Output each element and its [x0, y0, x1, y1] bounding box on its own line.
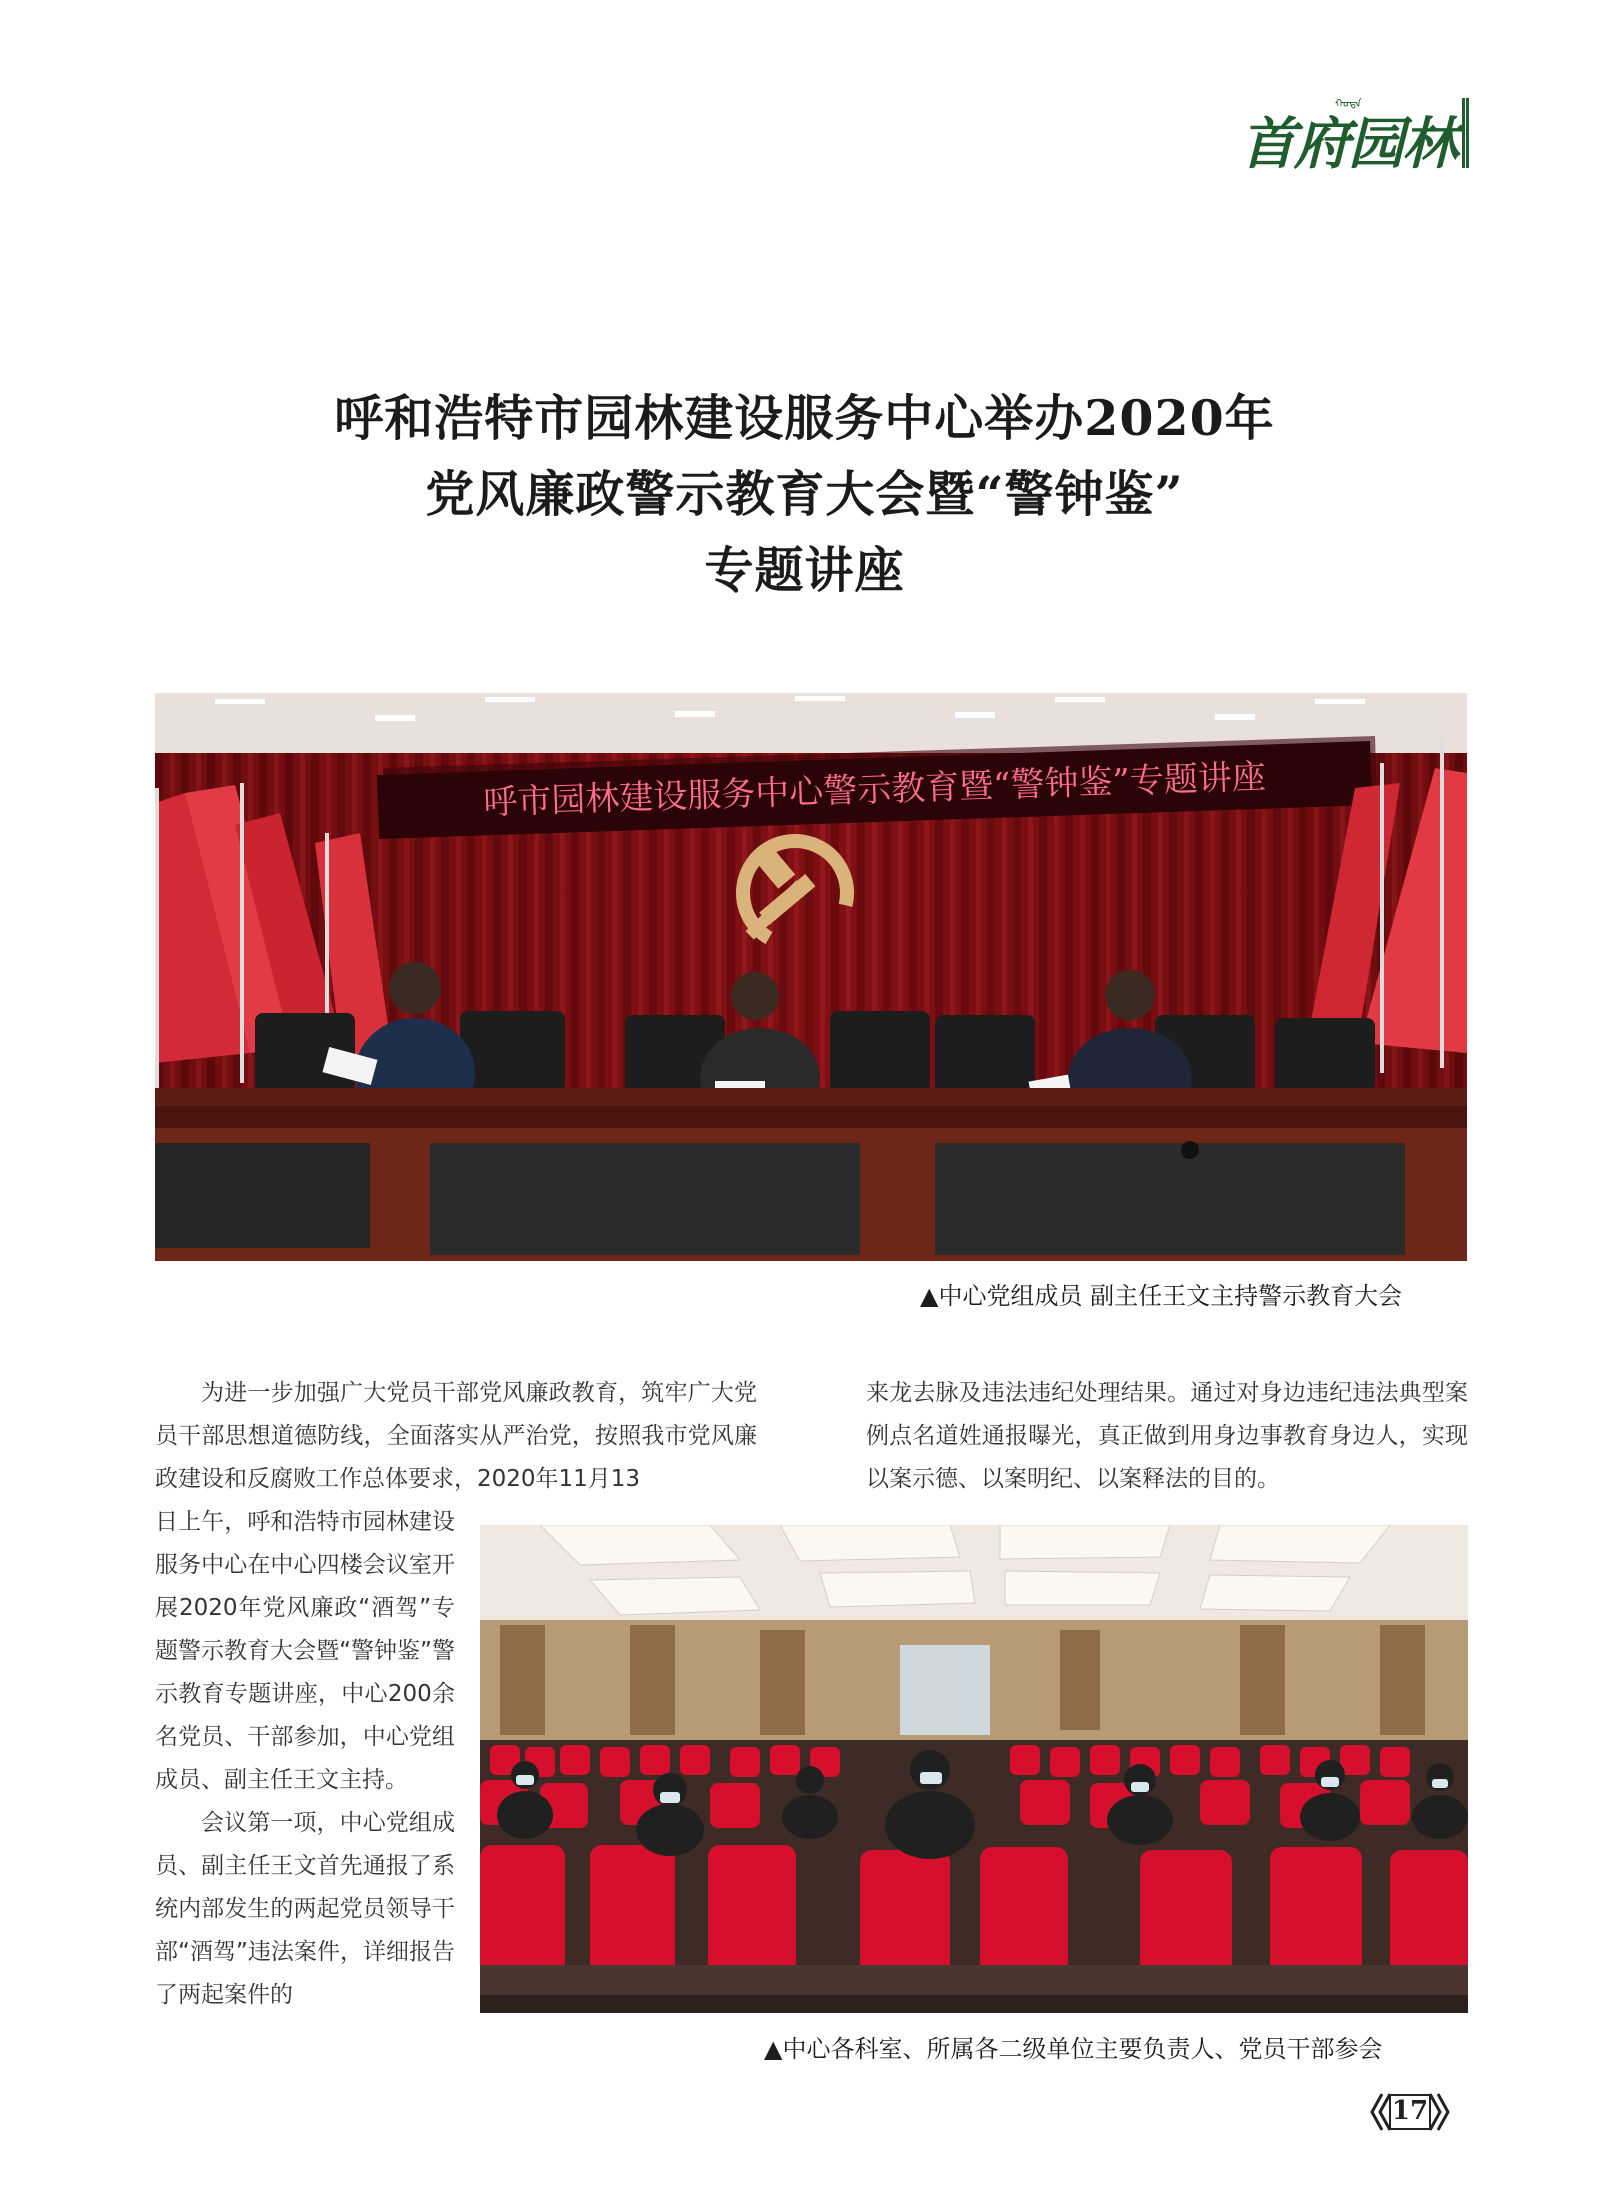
title-line-2: 党风廉政警示教育大会暨“警钟鉴”	[425, 465, 1184, 523]
photo-audience-caption: ▲中心各科室、所属各二级单位主要负责人、党员干部参会	[764, 2035, 1383, 2063]
podium-banner-text: 呼市园林建设服务中心警示教育暨“警钟鉴”专题讲座	[482, 757, 1267, 823]
photo-podium	[155, 693, 1467, 1261]
body-column-left-top	[155, 1372, 757, 1501]
logo-decoration	[1462, 98, 1472, 168]
page-number: 17	[1391, 2096, 1429, 2126]
logo-mongolian-script: ᠬᠣᠲᠠ	[1335, 97, 1362, 110]
photo-podium-illustration	[155, 693, 1467, 1261]
photo-podium-caption: ▲中心党组成员 副主任王文主持警示教育大会	[920, 1282, 1403, 1310]
body-paragraph-2: 会议第一项，中心党组成员、副主任王文首先通报了系统内部发生的两起党员领导干部“酒驾”违法案件，详细报告了两起案件的	[155, 1810, 455, 2008]
body-paragraph-2-cont: 来龙去脉及违法违纪处理结果。通过对身边违纪违法典型案例点名道姓通报曝光，真正做到用身边事教育身边人，实现以案示德、以案明纪、以案释法的目的。	[866, 1380, 1468, 1492]
title-line-3: 专题讲座	[704, 541, 905, 599]
page-number-badge	[1368, 2092, 1450, 2132]
logo-text: 首府园林	[1240, 111, 1456, 177]
body-column-right-top	[866, 1372, 1468, 1501]
magazine-logo	[1240, 92, 1470, 182]
title-line-1: 呼和浩特市园林建设服务中心举办2020年	[334, 389, 1275, 447]
photo-audience-illustration	[480, 1525, 1468, 2013]
article-title	[0, 380, 1609, 608]
body-paragraph-1-start: 为进一步加强广大党员干部党风廉政教育，筑牢广大党员干部思想道德防线，全面落实从严治党，按照我市党风廉政建设和反腐败工作总体要求，2020年11月13	[155, 1380, 757, 1492]
photo-audience	[480, 1525, 1468, 2013]
body-paragraph-1-cont: 日上午，呼和浩特市园林建设服务中心在中心四楼会议室开展2020年党风廉政“酒驾”专题警示教育大会暨“警钟鉴”警示教育专题讲座，中心200余名党员、干部参加，中心党组成员、副主任王文主持。	[155, 1509, 455, 1793]
body-column-left-narrow	[155, 1501, 455, 2017]
